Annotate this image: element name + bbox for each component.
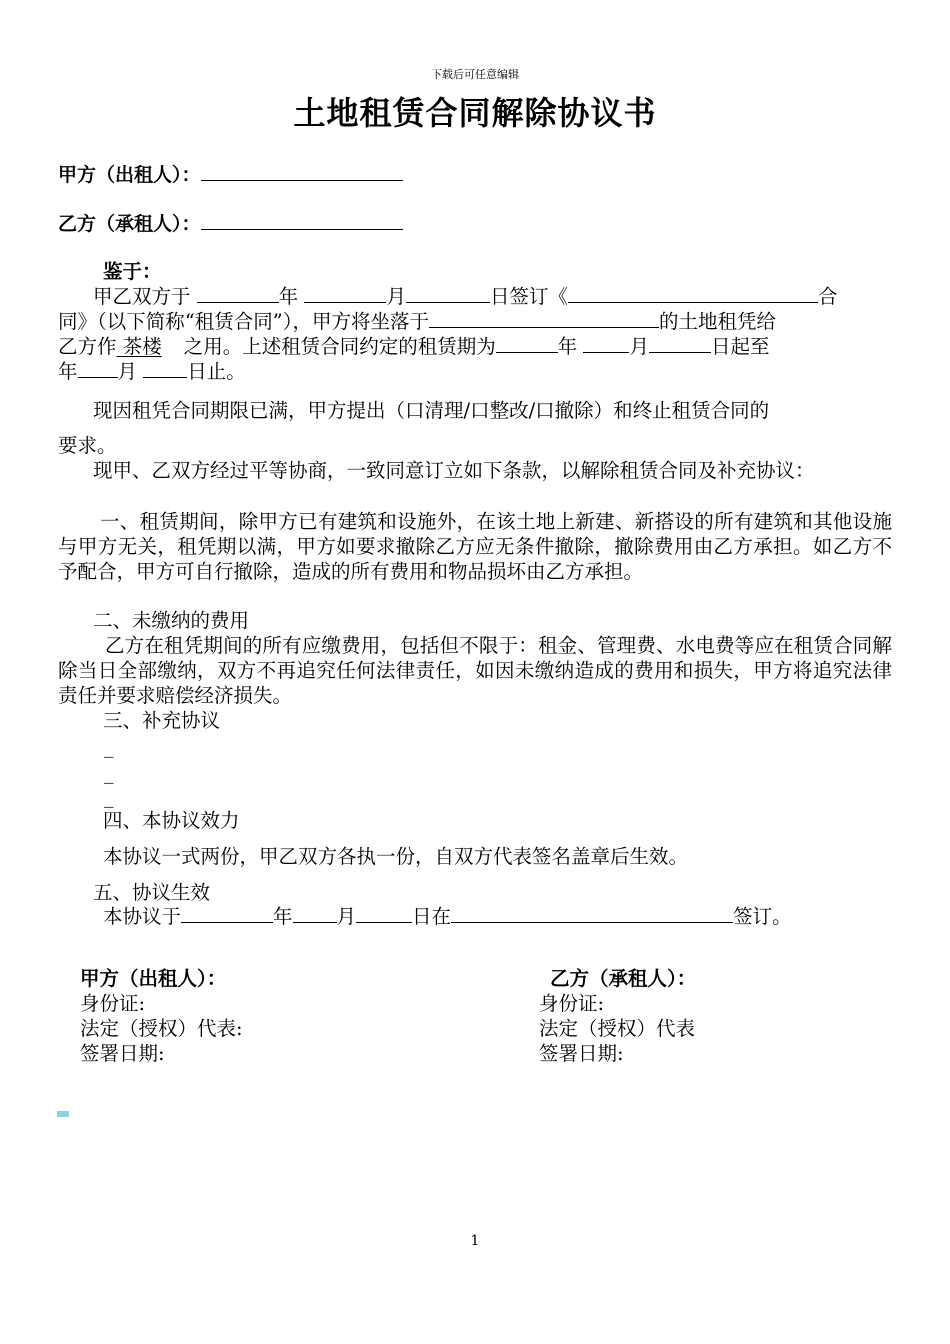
sig-a-rep: 法定（授权）代表: xyxy=(80,1017,243,1040)
clause-4: 本协议一式两份，甲乙双方各执一份，自双方代表签名盖章后生效。 xyxy=(103,845,689,868)
supplement-line-1: _ xyxy=(104,736,114,758)
sig-a-id: 身份证: xyxy=(80,992,146,1015)
page-header: 下载后可任意编辑 xyxy=(431,68,519,81)
land-use: 茶楼 xyxy=(122,335,162,358)
page-number: 1 xyxy=(470,1233,480,1249)
p1-line-3: 乙方作 茶楼 之用。上述租赁合同约定的租赁期为 年 月 日起至 xyxy=(58,335,770,358)
clause-2-title: 二、未缴纳的费用 xyxy=(93,609,250,632)
whereas-heading: 鉴于： xyxy=(103,260,162,283)
clause-5-title: 五、协议生效 xyxy=(93,881,211,904)
party-b-label: 乙方（承租人）： xyxy=(58,213,201,235)
signing-line: 本协议于 年 月 日在 签订。 xyxy=(103,905,792,928)
clause-2: 乙方在租凭期间的所有应缴费用，包括但不限于：租金、管理费、水电费等应在租赁合同解除当日全部缴纳，双方不再追究任何法律责任，如因未缴纳造成的费用和损失，甲方将追究法律责任并要求赔偿经济损失。 xyxy=(58,634,892,707)
sig-b-rep: 法定（授权）代表 xyxy=(539,1017,696,1040)
document-title: 土地租赁合同解除协议书 xyxy=(293,94,657,132)
clause-3-title: 三、补充协议 xyxy=(103,709,221,732)
party-b-line xyxy=(58,209,403,236)
cursor-mark xyxy=(57,1111,69,1117)
clause-1: 一、租赁期间，除甲方已有建筑和设施外，在该土地上新建、新搭设的所有建筑和其他设施与甲方无关，租凭期以满，甲方如要求撤除乙方应无条件撤除，撤除费用由乙方承担。如乙方不予配合，甲方可自行撤除，造成的所有费用和物品损坏由乙方承担。 xyxy=(58,510,892,583)
p1-line-4: 年 月 日止。 xyxy=(58,360,246,383)
paragraph-agreement: 现甲、乙双方经过平等协商，一致同意订立如下条款，以解除租赁合同及补充协议： xyxy=(93,459,815,482)
party-a-blank xyxy=(201,162,403,181)
sig-a-date: 签署日期: xyxy=(80,1042,165,1065)
supplement-line-3: _ xyxy=(104,786,114,808)
paragraph-termination-cont: 要求。 xyxy=(58,434,117,457)
sig-a-title: 甲方（出租人）： xyxy=(80,967,227,990)
p1-line-2: 同》（以下简称“租赁合同”），甲方将坐落于 的土地租凭给 xyxy=(58,310,776,333)
clause-4-title: 四、本协议效力 xyxy=(103,809,240,832)
party-a-label: 甲方（出租人）： xyxy=(58,164,201,186)
p1-line-1: 甲乙双方于 年 月 日签订《 合 xyxy=(93,285,838,308)
sig-b-title: 乙方（承租人）： xyxy=(550,967,697,990)
sig-b-date: 签署日期: xyxy=(539,1042,624,1065)
supplement-line-2: _ xyxy=(104,762,114,784)
paragraph-termination: 现因租凭合同期限已满，甲方提出（口清理/口整改/口撤除）和终止租赁合同的 xyxy=(93,399,770,422)
sig-b-id: 身份证: xyxy=(539,992,605,1015)
party-a-line xyxy=(58,160,403,187)
party-b-blank xyxy=(201,211,403,230)
